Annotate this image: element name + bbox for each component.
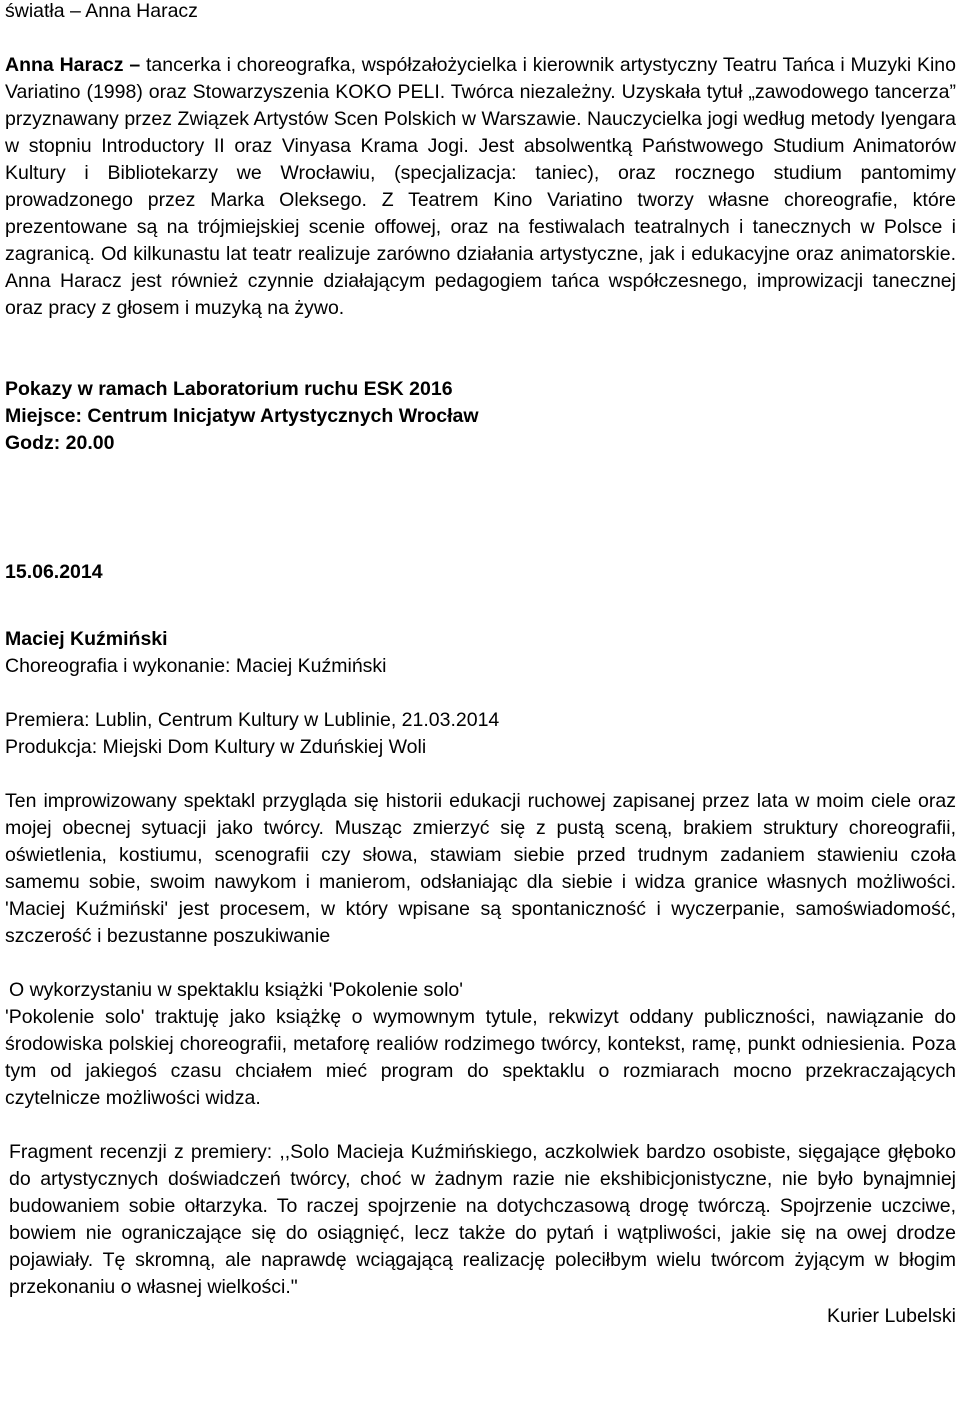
- book-heading: O wykorzystaniu w spektaklu książki 'Pokolenie solo': [9, 979, 463, 1001]
- bio-text: tancerka i choreografka, współzałożycielka i kierownik artystyczny Teatru Tańca i Muzyki Kino Variatino (1998) oraz Stowarzyszenia KOKO PELI. Twórca niezależny. Uzyskała tytuł „zawodowego tancerza” przyznawany przez Związek Artystów Scen Polskich w Warszawie. Nauczycielka jogi według metody Iyengara w stopniu Introductory II oraz Vinyasa Krama Jogi. Jest absolwentką Państwowego Studium Animatorów Kultury i Bibliotekarzy we Wrocławiu, (specjalizacja: taniec), oraz rocznego studium pantomimy prowadzonego przez Marka Oleksego. Z Teatrem Kino Variatino tworzy własne choreografie, które prezentowane są na trójmiejskiej scenie offowej, oraz na festiwalach teatralnych i tanecznych w Polsce i zagranicą. Od kilkunastu lat teatr realizuje zarówno działania artystyczne, jak i edukacyjne oraz animatorskie. Anna Haracz jest również czynnie działającym pedagogiem tańca współczesnego, improwizacji tanecznej oraz pracy z głosem i muzyką na żywo.: [5, 54, 956, 319]
- bio-name: Anna Haracz –: [5, 54, 141, 76]
- performance-description: Ten improwizowany spektakl przygląda się historii edukacji ruchowej zapisanej przez lata w moim ciele oraz mojej obecnej sytuacji jako twórcy. Musząc zmierzyć się z pustą sceną, brakiem struktury choreografii, oświetlenia, kostiumu, scenografii czy słowa, stawiam siebie przed trudnym zadaniem stawieniu czoła samemu sobie, swoim nawykom i manierom, odsłaniając dla siebie i widza granice własnych możliwości. 'Maciej Kuźmiński' jest procesem, w który wpisane są spontaniczność i wyczerpanie, samoświadomość, szczerość i bezustanne poszukiwanie: [5, 790, 956, 947]
- bio-paragraph: [5, 52, 956, 322]
- event-title: Pokazy w ramach Laboratorium ruchu ESK 2016: [5, 378, 453, 400]
- performance-date: 15.06.2014: [5, 561, 103, 583]
- event-venue: Miejsce: Centrum Inicjatyw Artystycznych Wrocław: [5, 405, 479, 427]
- header-line: światła – Anna Haracz: [5, 0, 198, 22]
- review-text: Fragment recenzji z premiery: ,,Solo Macieja Kuźmińskiego, aczkolwiek bardzo osobiste, sięgające głęboko do artystycznych doświadczeń twórcy, choć w żadnym razie nie ekshibicjonistyczne, nie było bynajmniej budowaniem sobie ołtarzyka. To raczej spojrzenie na dotychczasową drogę twórczą. Spojrzenie uczciwe, bowiem nie ograniczające się do osiągnięć, lecz także do pytań i wątpliwości, jakie się na owej drodze pojawiały. Tę skromną, ale naprawdę wciągającą realizację poleciłbym wielu twórcom żyjącym w błogim przekonaniu o własnej wielkości.": [9, 1141, 956, 1298]
- performance-production: Produkcja: Miejski Dom Kultury w Zduńskiej Woli: [5, 736, 427, 758]
- review-source: Kurier Lubelski: [827, 1305, 956, 1327]
- performance-premiere: Premiera: Lublin, Centrum Kultury w Lublinie, 21.03.2014: [5, 709, 500, 731]
- event-time: Godz: 20.00: [5, 432, 115, 454]
- event-info: [5, 376, 956, 457]
- book-text: 'Pokolenie solo' traktuję jako książkę o wymownym tytule, rekwizyt oddany publiczności, nawiązanie do środowiska polskiej choreografii, metaforę realiów rodzimego twórcy, kontekst, ramę, punkt odniesienia. Poza tym od jakiegoś czasu chciałem mieć program do spektaklu o rozmiarach mocno przekraczających czytelnicze możliwości widza.: [5, 1006, 956, 1109]
- performance-credits: Choreografia i wykonanie: Maciej Kuźmiński: [5, 655, 387, 677]
- performance-title: Maciej Kuźmiński: [5, 628, 168, 650]
